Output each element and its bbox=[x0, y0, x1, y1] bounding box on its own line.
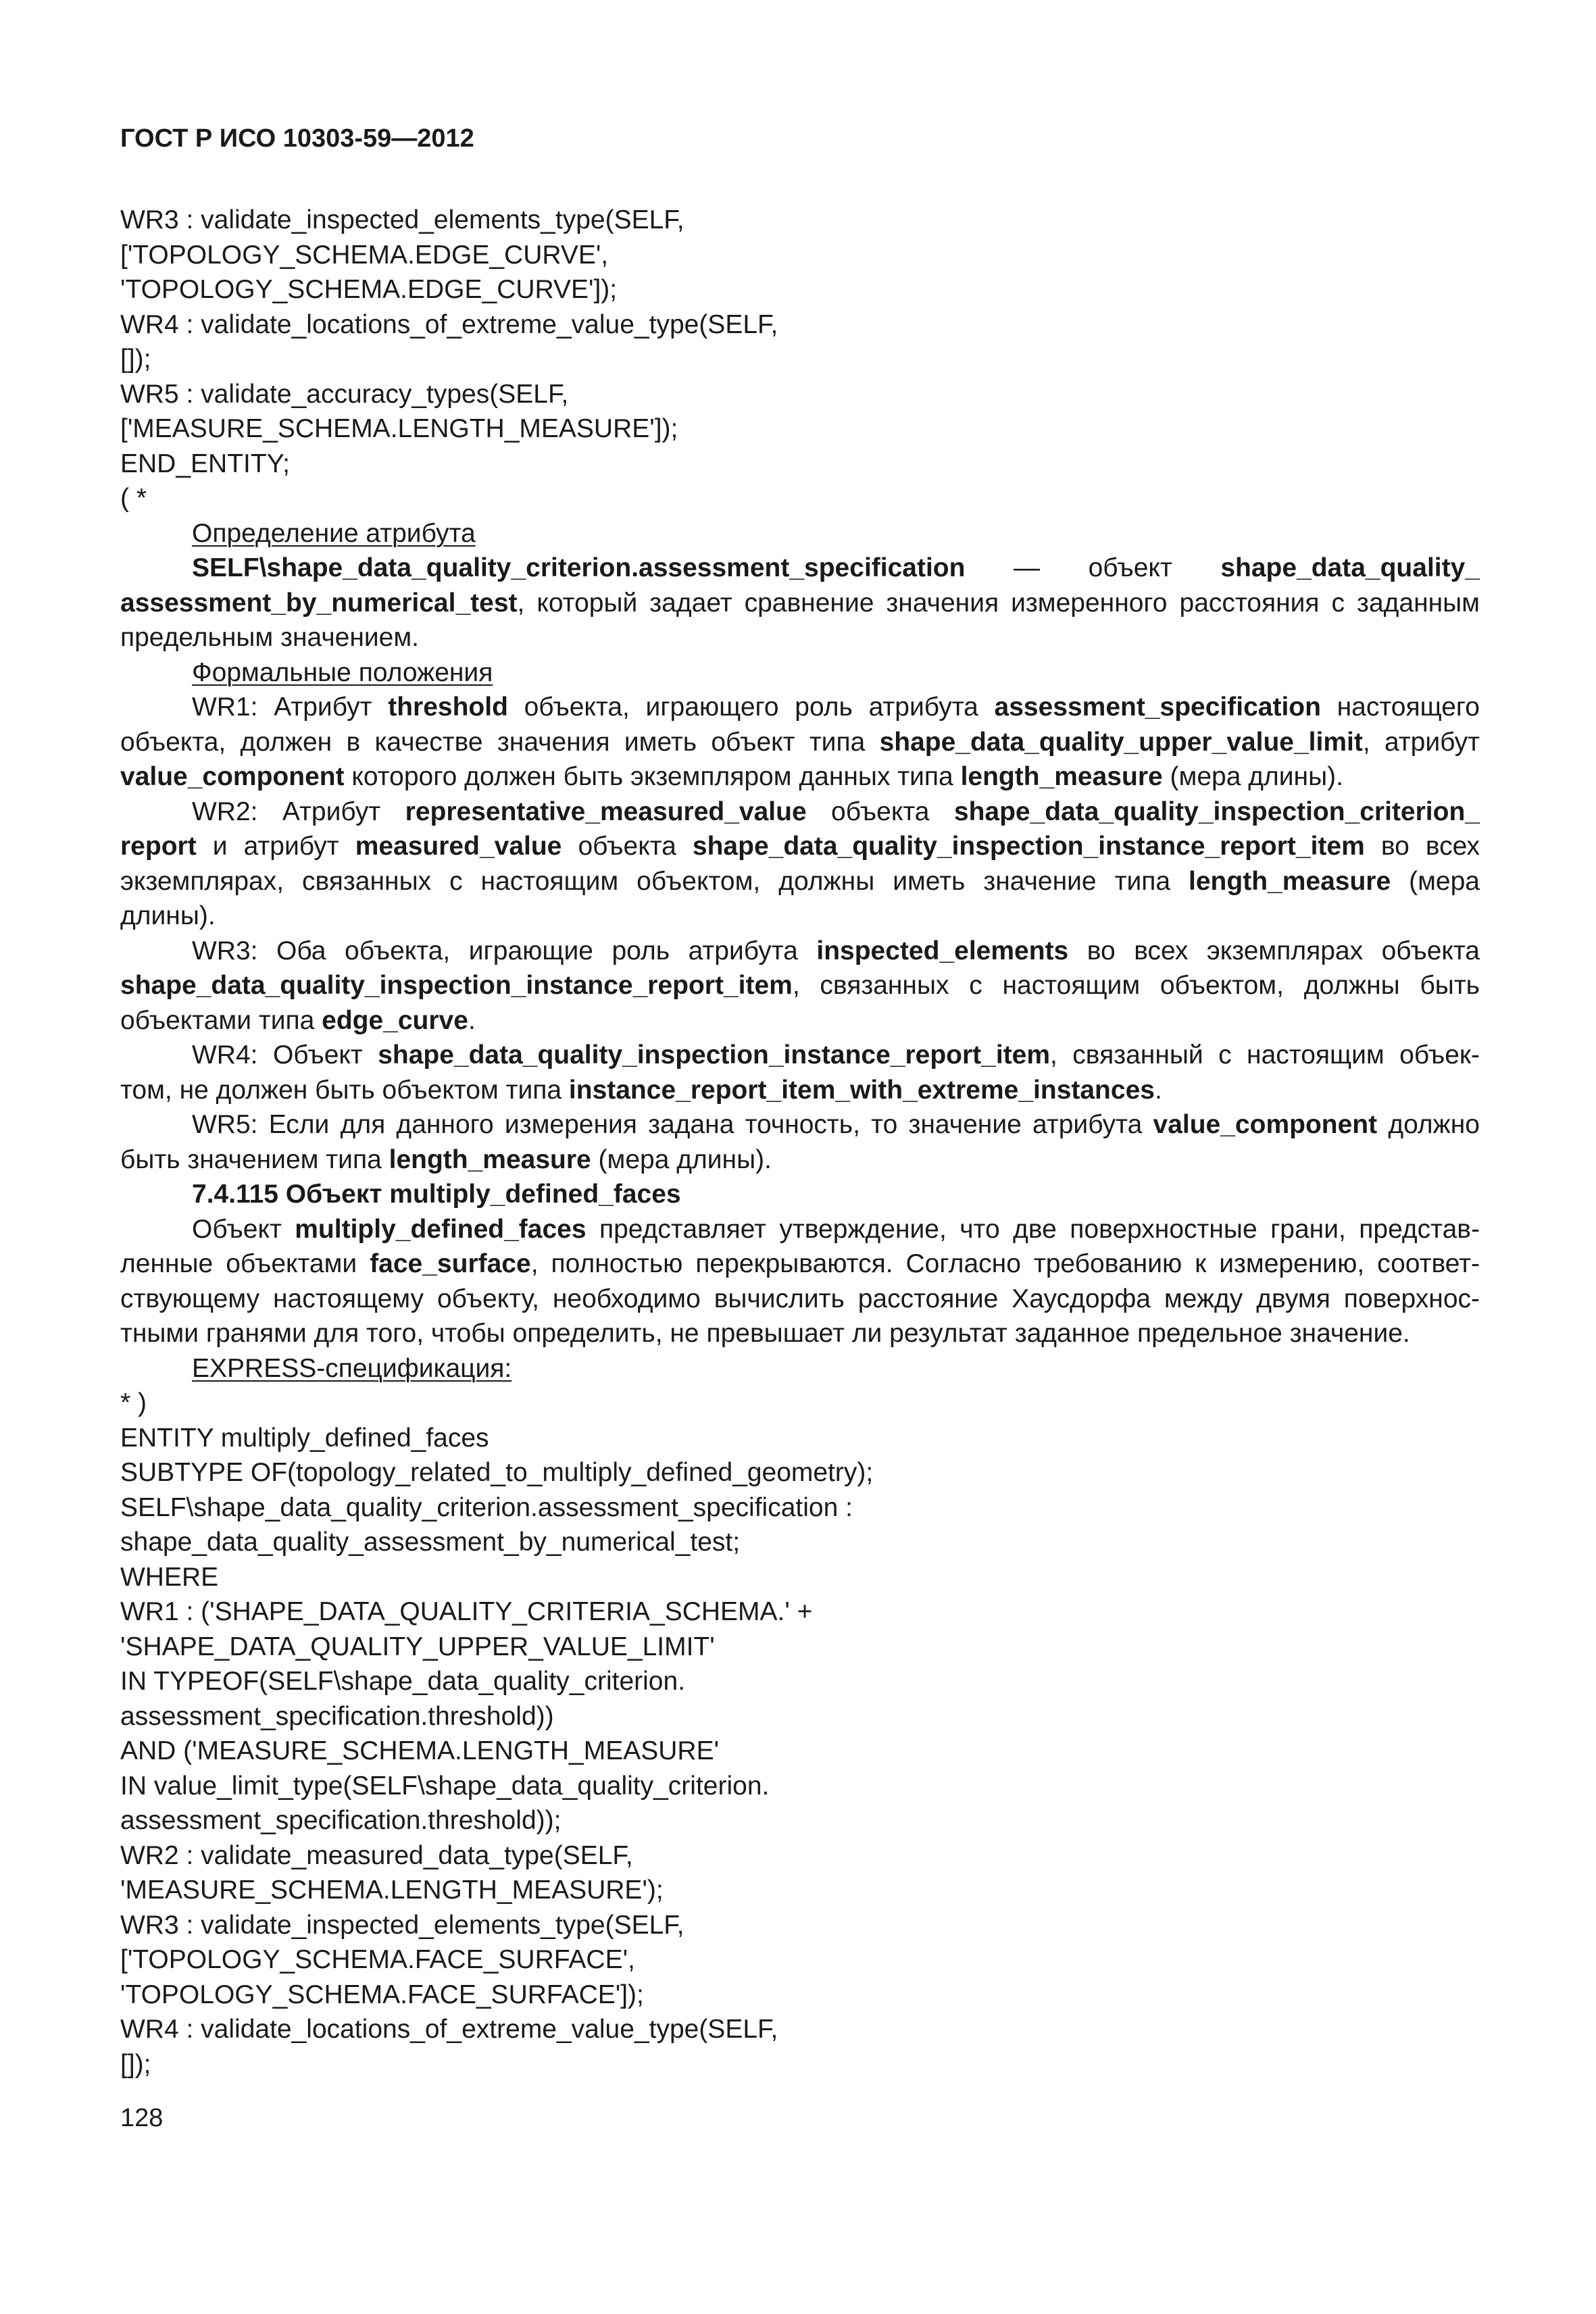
code-line: ENTITY multiply_defined_faces bbox=[120, 1423, 489, 1453]
paragraph-line: тными гранями для того, чтобы определить, не превышает ли результат заданное предельное значение. bbox=[120, 1319, 1410, 1348]
code-line: shape_data_quality_assessment_by_numerical_test; bbox=[120, 1528, 741, 1557]
express-code-block-bottom bbox=[120, 1386, 1480, 2082]
express-code-block-top bbox=[120, 203, 1480, 516]
code-line: WR3 : validate_inspected_elements_type(SELF, bbox=[120, 205, 684, 234]
attribute-definition-paragraph bbox=[120, 551, 1480, 655]
paragraph-line: WR1: Атрибут threshold объекта, играющего роль атрибута assessment_specification настоящего bbox=[192, 693, 1480, 722]
code-line: END_ENTITY; bbox=[120, 449, 291, 478]
formal-proposition-wr1 bbox=[120, 690, 1480, 795]
formal-proposition-wr5 bbox=[120, 1107, 1480, 1177]
section-paragraph bbox=[120, 1212, 1480, 1351]
paragraph-line: ленные объектами face_surface, полностью перекрываются. Согласно требованию к измерению, соответ- bbox=[120, 1249, 1480, 1278]
code-line: WR1 : ('SHAPE_DATA_QUALITY_CRITERIA_SCHEMA.' + bbox=[120, 1597, 813, 1626]
paragraph-line: WR5: Если для данного измерения задана точность, то значение атрибута value_component должно bbox=[192, 1110, 1480, 1139]
paragraph-line: WR2: Атрибут representative_measured_value объекта shape_data_quality_inspection_criterion_ bbox=[192, 797, 1480, 826]
formal-propositions-heading: Формальные положения bbox=[192, 657, 493, 687]
attribute-definition-heading: Определение атрибута bbox=[192, 518, 476, 548]
code-line: ['TOPOLOGY_SCHEMA.FACE_SURFACE', bbox=[120, 1945, 635, 1974]
code-line: assessment_specification.threshold)); bbox=[120, 1806, 562, 1835]
code-line: * ) bbox=[120, 1388, 147, 1417]
code-line: 'TOPOLOGY_SCHEMA.EDGE_CURVE']); bbox=[120, 275, 618, 304]
code-line: IN value_limit_type(SELF\shape_data_quality_criterion. bbox=[120, 1771, 770, 1801]
code-line: WR5 : validate_accuracy_types(SELF, bbox=[120, 379, 569, 409]
code-line: 'MEASURE_SCHEMA.LENGTH_MEASURE'); bbox=[120, 1876, 664, 1905]
paragraph-line: report и атрибут measured_value объекта shape_data_quality_inspection_instance_report_item во всех bbox=[120, 832, 1480, 861]
paragraph-line: длины). bbox=[120, 901, 216, 930]
formal-proposition-wr3 bbox=[120, 934, 1480, 1038]
page-number: 128 bbox=[120, 2104, 164, 2132]
code-line: 'TOPOLOGY_SCHEMA.FACE_SURFACE']); bbox=[120, 1980, 644, 2009]
paragraph-line: ствующему настоящему объекту, необходимо вычислить расстояние Хаусдорфа между двумя поверхнос- bbox=[120, 1284, 1480, 1313]
paragraph-line: объекта, должен в качестве значения иметь объект типа shape_data_quality_upper_value_limit, атрибут bbox=[120, 727, 1480, 757]
code-line: IN TYPEOF(SELF\shape_data_quality_criterion. bbox=[120, 1667, 686, 1696]
code-line: AND ('MEASURE_SCHEMA.LENGTH_MEASURE' bbox=[120, 1736, 720, 1765]
document-header: ГОСТ Р ИСО 10303-59—2012 bbox=[120, 124, 474, 153]
paragraph-line: объектами типа edge_curve. bbox=[120, 1005, 476, 1035]
paragraph-line: том, не должен быть объектом типа instance_report_item_with_extreme_instances. bbox=[120, 1075, 1162, 1105]
code-line: ['TOPOLOGY_SCHEMA.EDGE_CURVE', bbox=[120, 240, 609, 270]
express-specification-heading: EXPRESS-спецификация: bbox=[192, 1353, 512, 1383]
paragraph-line: shape_data_quality_inspection_instance_report_item, связанных с настоящим объектом, должны быть bbox=[120, 971, 1480, 1000]
paragraph-line: assessment_by_numerical_test, который задает сравнение значения измеренного расстояния с заданным bbox=[120, 588, 1480, 618]
code-line: SELF\shape_data_quality_criterion.assessment_specification : bbox=[120, 1492, 853, 1522]
code-line: WR2 : validate_measured_data_type(SELF, bbox=[120, 1840, 633, 1870]
paragraph-line: WR4: Объект shape_data_quality_inspection_instance_report_item, связанный с настоящим объек- bbox=[192, 1040, 1480, 1070]
paragraph-line: Объект multiply_defined_faces представляет утверждение, что две поверхностные грани, представ- bbox=[192, 1214, 1480, 1244]
code-line: WR4 : validate_locations_of_extreme_value_type(SELF, bbox=[120, 309, 778, 339]
code-line: assessment_specification.threshold)) bbox=[120, 1701, 554, 1731]
code-line: []); bbox=[120, 2049, 151, 2079]
page-content bbox=[120, 203, 1480, 2082]
paragraph-line: экземплярах, связанных с настоящим объектом, должны иметь значение типа length_measure (мера bbox=[120, 866, 1480, 896]
code-line: SUBTYPE OF(topology_related_to_multiply_defined_geometry); bbox=[120, 1458, 874, 1487]
formal-proposition-wr2 bbox=[120, 795, 1480, 934]
paragraph-line: быть значением типа length_measure (мера длины). bbox=[120, 1145, 772, 1174]
section-title: 7.4.115 Объект multiply_defined_faces bbox=[192, 1180, 681, 1209]
code-line: WR4 : validate_locations_of_extreme_value_type(SELF, bbox=[120, 2015, 778, 2044]
code-line: ['MEASURE_SCHEMA.LENGTH_MEASURE']); bbox=[120, 414, 678, 443]
code-line: WR3 : validate_inspected_elements_type(SELF, bbox=[120, 1910, 684, 1940]
paragraph-line: предельным значением. bbox=[120, 623, 420, 652]
paragraph-line: SELF\shape_data_quality_criterion.assessment_specification — объект shape_data_quality_ bbox=[192, 553, 1480, 582]
formal-proposition-wr4 bbox=[120, 1038, 1480, 1107]
code-line: WHERE bbox=[120, 1562, 219, 1592]
paragraph-line: value_component которого должен быть экземпляром данных типа length_measure (мера длины). bbox=[120, 762, 1343, 791]
code-line: 'SHAPE_DATA_QUALITY_UPPER_VALUE_LIMIT' bbox=[120, 1632, 715, 1661]
code-line: ( * bbox=[120, 484, 147, 513]
code-line: []); bbox=[120, 345, 151, 374]
paragraph-line: WR3: Оба объекта, играющие роль атрибута inspected_elements во всех экземплярах объекта bbox=[192, 936, 1480, 965]
